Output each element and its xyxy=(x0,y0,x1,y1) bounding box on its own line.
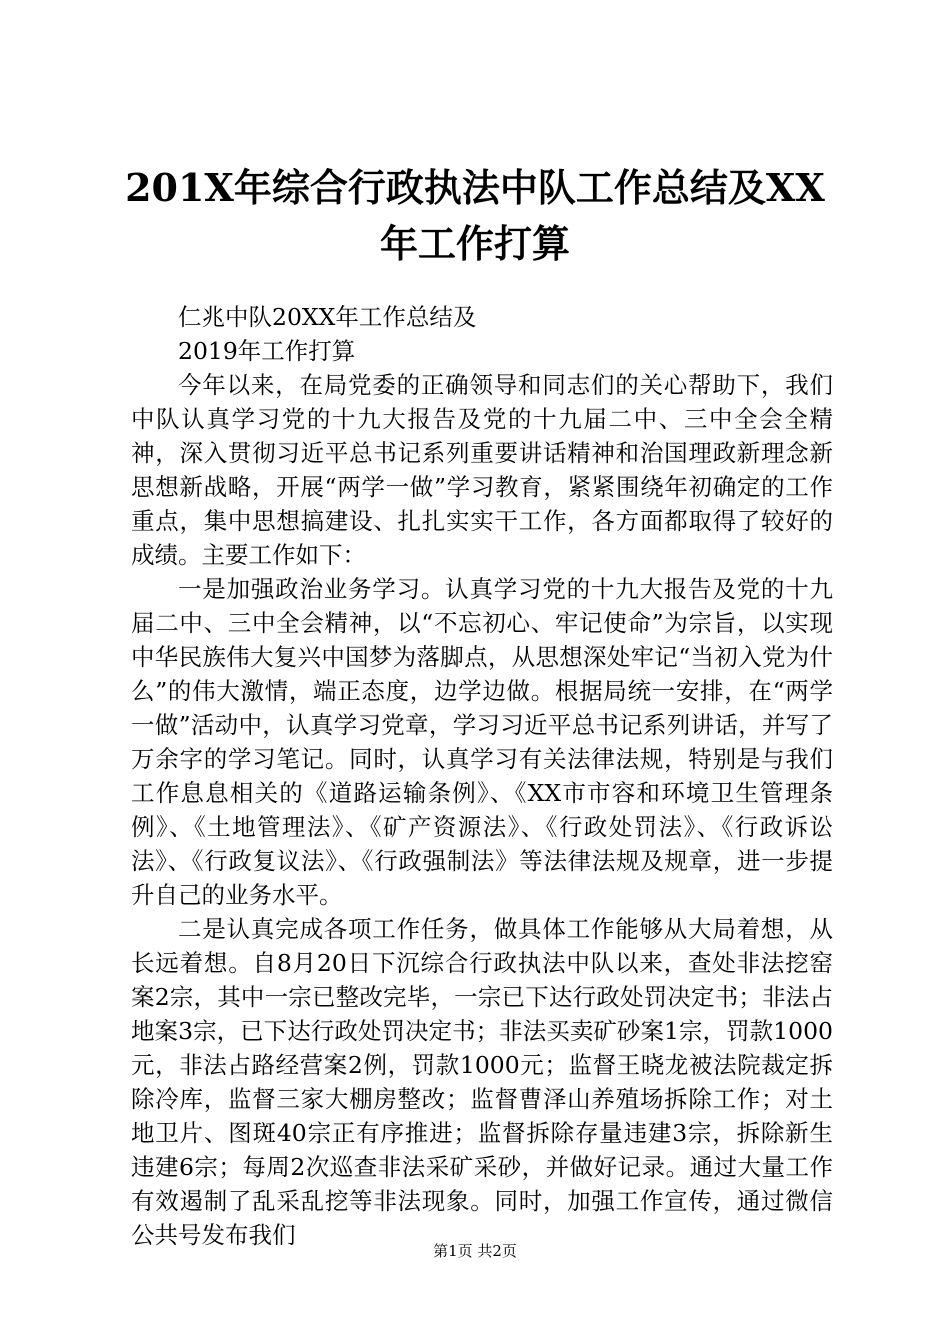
subtitle-line-2: 2019年工作打算 xyxy=(178,337,356,365)
study-paragraph: 一是加强政治业务学习。认真学习党的十九大报告及党的十九届二中、三中全会精神，以“不忘初心、牢记使命”为宗旨，以实现中华民族伟大复兴中国梦为落脚点，从思想深处牢记“当初入党为什么”的伟大激情，端正态度，边学边做。根据局统一安排，在“两学一做”活动中，认真学习党章，学习习近平总书记系列讲话，并写了万余字的学习笔记。同时，认真学习有关法律法规，特别是与我们工作息息相关的《道路运输条例》、《XX市市容和环境卫生管理条例》、《土地管理法》、《矿产资源法》、《行政处罚法》、《行政诉讼法》、《行政复议法》、《行政强制法》等法律法规及规章，进一步提升自己的业务水平。 xyxy=(131,575,833,909)
document-title: 201X年综合行政执法中队工作总结及XX年工作打算 xyxy=(125,165,825,266)
document-body xyxy=(131,300,833,1252)
subtitle-line-1: 仁兆中队20XX年工作总结及 xyxy=(178,303,477,331)
page-footer: 第1页 共2页 xyxy=(433,1242,517,1260)
intro-paragraph: 今年以来，在局党委的正确领导和同志们的关心帮助下，我们中队认真学习党的十九大报告及党的十九届二中、三中全会全精神，深入贯彻习近平总书记系列重要讲话精神和治国理政新理念新思想新战略，开展“两学一做”学习教育，紧紧围绕年初确定的工作重点，集中思想搞建设、扎扎实实干工作，各方面都取得了较好的成绩。主要工作如下： xyxy=(131,371,833,569)
tasks-paragraph: 二是认真完成各项工作任务，做具体工作能够从大局着想，从长远着想。自8月20日下沉综合行政执法中队以来，查处非法挖窑案2宗，其中一宗已整改完毕，一宗已下达行政处罚决定书；非法占地案3宗，已下达行政处罚决定书；非法买卖矿砂案1宗，罚款1000元，非法占路经营案2例，罚款1000元；监督王晓龙被法院裁定拆除冷库，监督三家大棚房整改；监督曹泽山养殖场拆除工作；对土地卫片、图斑40宗正有序推进；监督拆除存量违建3宗，拆除新生违建6宗；每周2次巡查非法采矿采砂，并做好记录。通过大量工作有效遏制了乱采乱挖等非法现象。同时，加强工作宣传，通过微信公共号发布我们 xyxy=(131,915,833,1249)
